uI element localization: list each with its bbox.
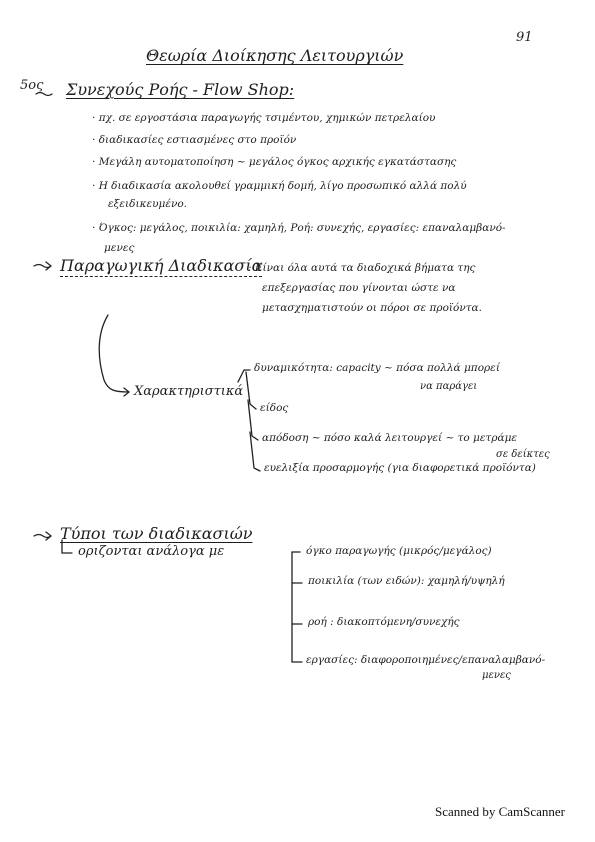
- definition-line: επεξεργασίας που γίνονται ώστε να: [262, 282, 456, 294]
- characteristics-label: Χαρακτηριστικά: [134, 384, 244, 399]
- definition-line: : Είναι όλα αυτά τα διαδοχικά βήματα της: [248, 262, 476, 274]
- characteristic-item: απόδοση ~ πόσο καλά λειτουργεί ~ το μετράμε: [262, 432, 518, 444]
- page-number: 91: [516, 30, 533, 45]
- type-item: εργασίες: διαφοροποιημένες/επαναλαμβανό-: [306, 654, 546, 666]
- section-number: 5ος: [20, 78, 44, 93]
- types-intro: οριζονται ανάλογα με: [78, 544, 225, 559]
- scanner-watermark: Scanned by CamScanner: [435, 804, 565, 819]
- section-heading-flow-shop: Συνεχούς Ροής - Flow Shop:: [66, 80, 295, 99]
- type-item: όγκο παραγωγής (μικρός/μεγάλος): [306, 545, 492, 557]
- page-title: Θεωρία Διοίκησης Λειτουργιών: [146, 46, 404, 65]
- bullet-item: · Όγκος: μεγάλος, ποικιλία: χαμηλή, Ροή: συνεχής, εργασίες: επαναλαμβανό-: [92, 222, 506, 234]
- characteristic-item: δυναμικότητα: capacity ~ πόσα πολλά μπορεί: [254, 362, 500, 374]
- bullet-item: · πχ. σε εργοστάσια παραγωγής τσιμέντου, χημικών πετρελαίου: [92, 112, 436, 124]
- type-item: ποικιλία (των ειδών): χαμηλή/υψηλή: [308, 575, 505, 587]
- bullet-item: · Μεγάλη αυτοματοποίηση ~ μεγάλος όγκος αρχικής εγκατάστασης: [92, 156, 457, 168]
- definition-line: μετασχηματιστούν οι πόροι σε προϊόντα.: [262, 302, 482, 314]
- bullet-continuation: εξειδικευμένο.: [108, 198, 188, 210]
- characteristic-continuation: σε δείκτες: [496, 449, 550, 460]
- characteristic-item: είδος: [260, 402, 289, 414]
- type-item: ροή : διακοπτόμενη/συνεχής: [308, 616, 460, 628]
- characteristic-item: ευελιξία προσαρμογής (για διαφορετικά προϊόντα): [264, 462, 536, 474]
- section-heading-production-process: Παραγωγική Διαδικασία: [60, 256, 263, 275]
- characteristic-continuation: να παράγει: [420, 381, 478, 392]
- bullet-item: · διαδικασίες εστιασμένες στο προϊόν: [92, 134, 297, 146]
- type-continuation: μενες: [482, 670, 511, 681]
- bullet-item: · Η διαδικασία ακολουθεί γραμμική δομή, λίγο προσωπικό αλλά πολύ: [92, 180, 467, 192]
- bullet-continuation: μενες: [104, 242, 135, 254]
- section-heading-process-types: Τύποι των διαδικασιών: [60, 524, 253, 543]
